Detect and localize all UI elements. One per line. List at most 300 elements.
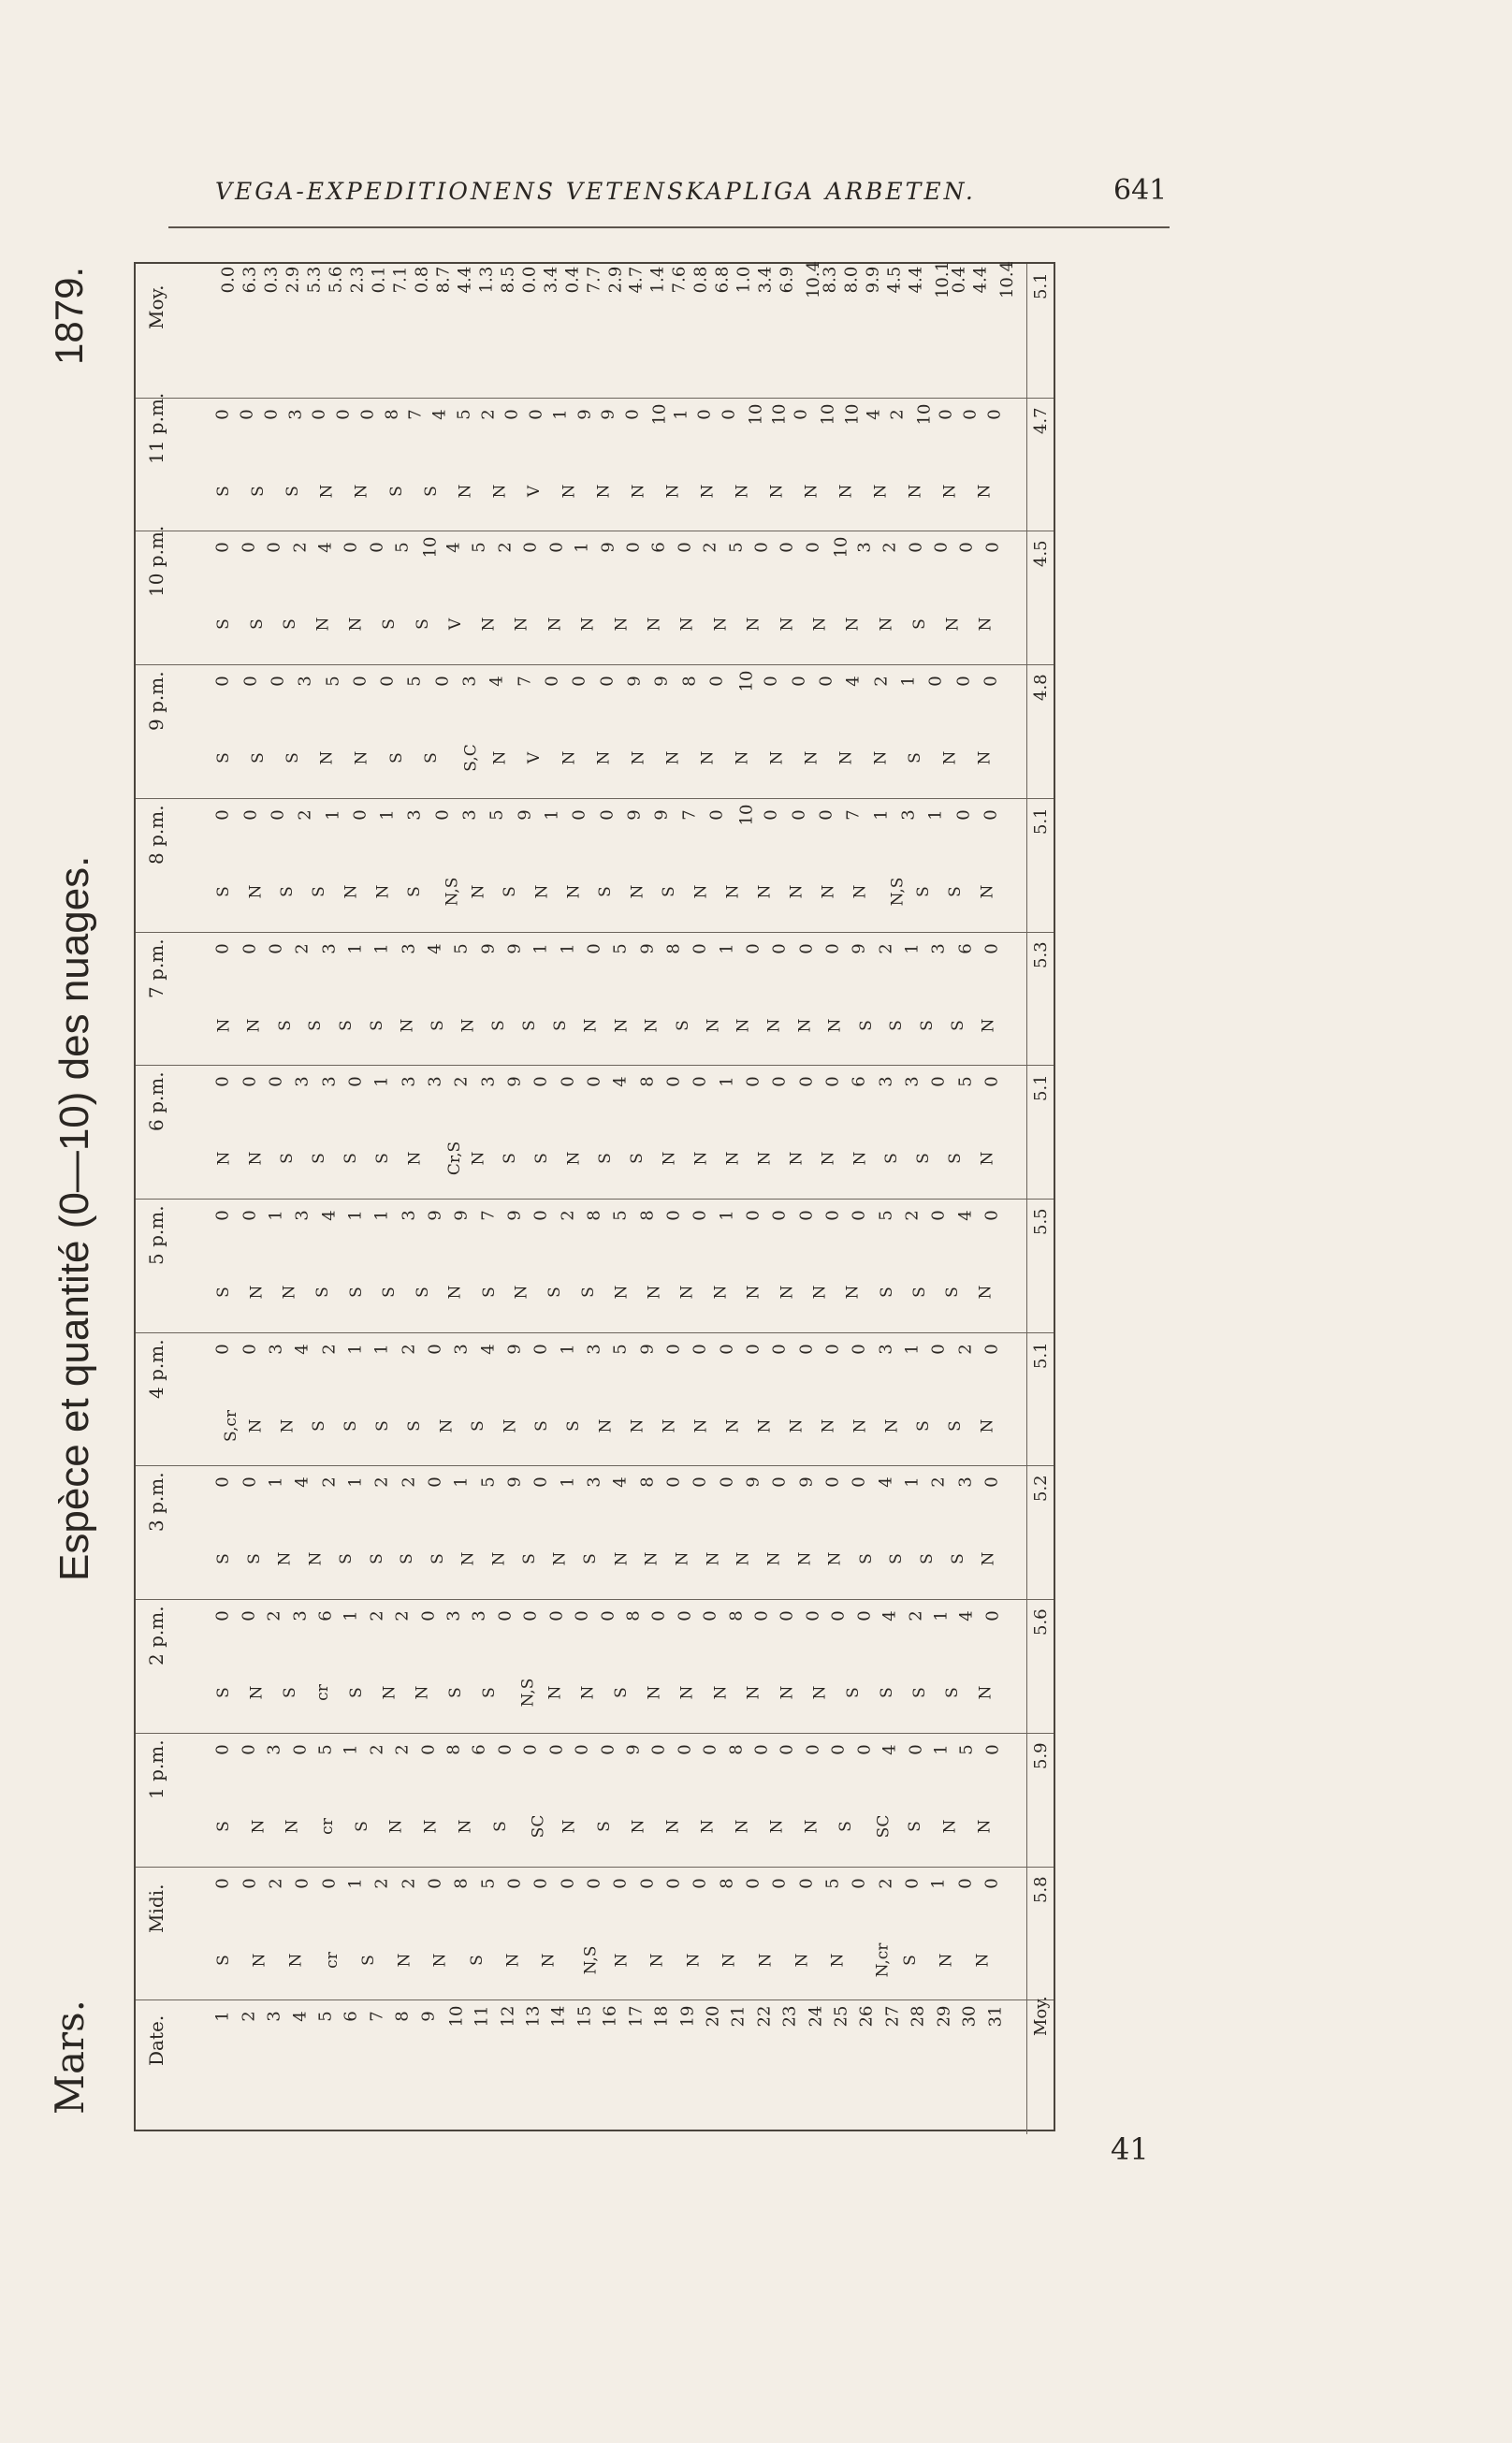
cell-value: 9: [849, 942, 869, 954]
cell-type: N: [819, 1151, 837, 1166]
cell-type: S: [445, 1687, 465, 1698]
cell-type: N: [395, 1953, 414, 1967]
cell-value: 8.0: [841, 266, 862, 294]
cell-type: N: [843, 617, 863, 632]
cell-type: N: [819, 1418, 837, 1433]
cell-value: 6: [955, 942, 976, 954]
cell-type: N: [733, 1819, 752, 1834]
cell-value: 6.3: [240, 266, 260, 294]
cell-value: 3: [584, 1476, 604, 1489]
cell-value: 0: [928, 1343, 949, 1355]
cell-type: N: [978, 1418, 996, 1433]
cell-value: 0.4: [949, 266, 969, 294]
cell-value: 0: [663, 1476, 684, 1489]
cell-type: S: [628, 1153, 647, 1165]
cell-value: 0: [584, 942, 604, 954]
cell-type: N: [711, 1685, 731, 1700]
cell-type: N: [764, 1551, 784, 1566]
cell-value: 1: [342, 1610, 362, 1621]
cell-value: 0: [719, 408, 739, 420]
cell-type: S: [280, 618, 299, 631]
cell-value: 3.4: [755, 266, 776, 294]
cell-type: N: [691, 1418, 710, 1433]
cell-value: 0: [928, 1210, 949, 1221]
cell-value: 9: [651, 809, 672, 821]
cell-type: N: [778, 1685, 797, 1700]
cell-value: 0: [266, 942, 286, 954]
cell-value: 0: [928, 1076, 949, 1088]
cell-value: 10: [746, 403, 766, 426]
cell-value: 0: [706, 676, 727, 687]
cell-value: 2: [371, 1877, 392, 1889]
cell-value: 0: [849, 1343, 869, 1355]
cell-value: 0: [690, 1343, 710, 1355]
cell-value: 1: [558, 942, 578, 954]
cell-value: 2: [871, 676, 892, 687]
cell-value: 7: [844, 809, 865, 821]
cell-value: 0: [675, 1610, 695, 1621]
cell-value: 8: [717, 1877, 737, 1889]
cell-value: 0: [849, 1210, 869, 1221]
cell-type: N: [317, 484, 337, 499]
cell-type: N: [612, 1285, 631, 1300]
cell-value: 1: [377, 809, 398, 821]
cell-type: S: [214, 886, 233, 897]
cell-value: 7.7: [583, 266, 603, 294]
cell-type: Cr,S: [445, 1142, 465, 1176]
cell-type: S: [283, 752, 302, 763]
cell-value: 9: [515, 809, 535, 821]
cell-type: N: [214, 1018, 233, 1032]
cell-value: 0: [751, 1610, 772, 1621]
cell-type: N: [975, 750, 995, 765]
cell-value: 0.1: [369, 266, 389, 294]
cell-type: S: [367, 1019, 386, 1031]
cell-value: 0: [822, 1210, 843, 1221]
cell-value: 4: [290, 2011, 311, 2023]
column-average: 5.1: [1026, 264, 1054, 398]
cell-value: 7: [478, 1210, 499, 1221]
cell-type: S: [373, 1153, 392, 1165]
cell-value: 0: [240, 1877, 260, 1889]
cell-value: 1: [531, 942, 551, 954]
cell-value: 1: [931, 1744, 952, 1755]
cell-value: 4: [880, 1610, 900, 1621]
cell-value: 1: [898, 676, 919, 687]
cell-type: N: [756, 1953, 776, 1967]
table-column: [136, 1332, 1054, 1467]
cell-type: V: [525, 752, 545, 764]
cell-type: N: [456, 484, 475, 499]
cell-type: N: [677, 1285, 697, 1300]
cell-value: 24: [806, 2005, 826, 2028]
cell-value: 6.9: [777, 266, 797, 294]
cell-value: 0: [237, 408, 257, 420]
cell-value: 8.3: [820, 266, 840, 294]
cell-value: 0: [803, 1744, 823, 1755]
cell-type: N: [755, 1151, 774, 1166]
cell-value: 0: [572, 1610, 592, 1621]
cell-value: 0: [796, 1210, 817, 1221]
cell-type: N: [413, 1685, 432, 1700]
cell-type: S: [948, 1019, 967, 1031]
cell-value: 0: [350, 809, 371, 821]
cell-value: 0: [982, 1610, 1003, 1621]
cell-type: S: [882, 1153, 901, 1165]
column-values: [212, 2005, 1029, 2134]
cell-value: 3: [876, 1343, 896, 1355]
cell-type: S: [564, 1419, 583, 1432]
cell-type: S: [581, 1553, 601, 1565]
cell-value: 0: [743, 942, 763, 954]
cell-value: 1: [542, 809, 562, 821]
cell-value: 3.4: [540, 266, 560, 294]
cell-type: N: [733, 750, 752, 765]
cell-value: 29: [934, 2005, 954, 2028]
cell-value: 2: [558, 1210, 578, 1221]
cell-value: 0: [706, 809, 727, 821]
cell-value: 1: [671, 408, 691, 420]
cell-type: N: [787, 1418, 806, 1433]
cell-type: N: [698, 750, 718, 765]
column-label: Date.: [145, 2015, 167, 2067]
cell-type: S: [489, 1019, 509, 1031]
cell-type: N: [733, 484, 752, 499]
cell-value: 0: [981, 676, 1001, 687]
cell-value: 0: [953, 676, 974, 687]
footer-number: 41: [1111, 2131, 1149, 2167]
cell-type: cr: [317, 1818, 337, 1835]
cell-value: 9: [504, 942, 525, 954]
cell-value: 31: [985, 2005, 1006, 2028]
cell-value: 2.9: [604, 266, 625, 294]
cell-value: 0: [769, 1877, 790, 1889]
column-values: [212, 1341, 1029, 1467]
cell-value: 8: [451, 1877, 472, 1889]
column-values: [215, 260, 1029, 398]
cell-value: 1: [323, 809, 343, 821]
cell-value: 8: [726, 1610, 747, 1621]
cell-value: 5: [454, 408, 474, 420]
cell-type: N: [976, 1285, 996, 1300]
column-label: 2 p.m.: [145, 1606, 167, 1666]
cell-value: 3: [425, 1076, 445, 1088]
cell-value: 0: [803, 542, 823, 554]
cell-type: N: [380, 1685, 400, 1700]
cell-value: 0: [502, 408, 523, 420]
cell-type: N: [386, 1819, 406, 1834]
cell-value: 0: [663, 1076, 684, 1088]
cell-value: 9: [637, 942, 658, 954]
cell-type: N: [979, 1018, 998, 1032]
column-label: 4 p.m.: [145, 1339, 167, 1399]
cell-value: 0: [319, 1877, 340, 1889]
cell-value: 1: [371, 1210, 392, 1221]
cell-value: 0: [558, 1877, 578, 1889]
table-column: [136, 932, 1054, 1067]
cell-value: 0: [531, 1210, 551, 1221]
cell-value: 2.3: [347, 266, 368, 294]
cell-value: 0: [377, 676, 398, 687]
cell-type: N: [629, 1819, 648, 1834]
cell-value: 0: [829, 1610, 850, 1621]
cell-type: S: [906, 1821, 925, 1832]
cell-type: S: [336, 1553, 356, 1565]
cell-type: N: [628, 884, 647, 899]
cell-value: 1: [371, 1076, 392, 1088]
cell-value: 0: [212, 1210, 233, 1221]
cell-value: 1: [558, 1343, 578, 1355]
column-values: [212, 536, 1029, 665]
cell-value: 2: [888, 408, 909, 420]
cell-value: 0: [345, 1076, 366, 1088]
cell-type: S: [946, 886, 965, 897]
cell-type: N: [489, 1551, 509, 1566]
cell-value: 0: [558, 1076, 578, 1088]
cell-type: N: [479, 617, 499, 632]
cell-type: N: [469, 884, 487, 899]
cell-value: 0: [425, 1476, 445, 1489]
table-column: [136, 392, 1054, 532]
cell-type: S: [519, 1553, 539, 1565]
cell-type: S: [346, 1687, 366, 1698]
cell-value: 0: [981, 1210, 1002, 1221]
cell-type: N: [744, 617, 763, 632]
cell-type: N: [346, 617, 366, 632]
cell-value: 0.8: [412, 266, 432, 294]
cell-value: 0: [960, 408, 981, 420]
cell-value: 2: [906, 1610, 926, 1621]
cell-value: 4: [844, 676, 865, 687]
cell-type: S: [519, 1019, 539, 1031]
cell-type: S: [594, 1821, 614, 1832]
cell-type: S: [367, 1553, 386, 1565]
cell-type: N: [628, 1418, 647, 1433]
cell-value: 3: [295, 676, 315, 687]
cell-type: N: [825, 1018, 845, 1032]
column-average: 5.8: [1026, 1868, 1054, 2001]
cell-value: 0: [531, 1076, 551, 1088]
cell-type: N: [723, 1418, 742, 1433]
cell-value: 1: [345, 942, 366, 954]
cell-value: 10.1: [933, 260, 953, 299]
cell-type: S: [283, 485, 302, 497]
cell-type: S: [380, 618, 400, 631]
cell-type: S: [278, 886, 297, 897]
cell-type: N: [280, 1285, 299, 1300]
cell-type: N: [278, 1418, 297, 1433]
cell-value: 4.5: [884, 266, 905, 294]
cell-type: S: [877, 1287, 896, 1298]
cell-value: 0: [743, 1210, 763, 1221]
cell-value: 5: [726, 542, 747, 554]
cell-value: 4.4: [906, 266, 926, 294]
cell-value: 0: [598, 1744, 618, 1755]
cell-type: N: [469, 1151, 487, 1166]
cell-type: N: [723, 884, 742, 899]
cell-value: 5: [487, 809, 508, 821]
column-values: [212, 1607, 1029, 1734]
cell-value: 0.4: [561, 266, 582, 294]
cell-value: 0: [495, 1744, 516, 1755]
cell-value: 13: [523, 2005, 544, 2028]
column-values: [212, 670, 1029, 799]
cell-value: 7.1: [390, 266, 411, 294]
cell-value: 0: [822, 942, 843, 954]
cell-value: 0: [357, 408, 378, 420]
cell-value: 9: [624, 809, 645, 821]
cell-value: 0: [597, 809, 618, 821]
cell-type: S: [906, 752, 925, 763]
cell-value: 0: [663, 1210, 684, 1221]
cloud-table: [134, 262, 1055, 2131]
cell-value: 8.5: [497, 266, 517, 294]
cell-value: 4: [487, 676, 508, 687]
cell-type: N: [937, 1953, 956, 1967]
cell-value: 2.9: [283, 266, 303, 294]
cell-value: 2: [876, 1877, 896, 1889]
cell-type: N: [778, 617, 797, 632]
cell-value: 0: [769, 942, 790, 954]
cell-type: N: [698, 484, 718, 499]
cell-value: 0: [769, 1343, 790, 1355]
cell-value: 19: [677, 2005, 697, 2028]
cell-value: 2: [392, 1744, 413, 1755]
cell-type: N: [778, 1285, 797, 1300]
cell-value: 0: [367, 542, 387, 554]
column-average: 4.7: [1026, 399, 1054, 532]
cell-type: N: [906, 484, 925, 499]
cell-value: 3: [264, 2011, 284, 2023]
cell-value: 2: [700, 542, 720, 554]
cell-value: 12: [498, 2005, 518, 2028]
cell-type: N: [612, 617, 631, 632]
cell-value: 0: [290, 1744, 311, 1755]
cell-type: N: [711, 1285, 731, 1300]
cell-type: S: [673, 1019, 692, 1031]
cell-type: N: [704, 1018, 723, 1032]
cell-value: 0: [796, 1076, 817, 1088]
cell-value: 0: [906, 542, 926, 554]
cell-value: 2: [399, 1476, 419, 1489]
cell-value: 0: [212, 542, 233, 554]
cell-value: 0: [778, 1610, 798, 1621]
cell-value: 10.4: [804, 260, 824, 299]
cell-value: 2: [319, 1343, 340, 1355]
cell-value: 0: [521, 1610, 542, 1621]
cell-type: N: [612, 1551, 631, 1566]
cell-value: 0: [546, 1610, 567, 1621]
cell-type: S: [501, 886, 519, 897]
cell-value: 0: [663, 1877, 684, 1889]
cell-type: N: [979, 1551, 998, 1566]
cell-value: 9: [451, 1210, 472, 1221]
cell-type: S: [469, 1419, 487, 1432]
cell-type: N: [532, 884, 551, 899]
cell-value: 0: [849, 1476, 869, 1489]
cell-type: N: [594, 484, 614, 499]
column-label: Moy.: [145, 284, 167, 329]
cell-type: S: [310, 1419, 328, 1432]
cell-type: N: [802, 1819, 821, 1834]
cell-value: 15: [574, 2005, 595, 2028]
cell-type: S: [943, 1687, 963, 1698]
cell-value: 0: [240, 942, 260, 954]
cell-type: N: [704, 1551, 723, 1566]
cell-type: N: [836, 484, 856, 499]
cell-value: 20: [703, 2005, 723, 2028]
cell-value: 0: [789, 809, 809, 821]
cell-value: 0: [432, 809, 453, 821]
cell-value: 0: [936, 408, 956, 420]
cell-type: N: [940, 1819, 960, 1834]
cell-type: N: [976, 1685, 996, 1700]
cell-value: 9: [574, 408, 595, 420]
cell-value: 4: [425, 942, 445, 954]
cell-type: S: [386, 752, 406, 763]
cell-value: 2: [319, 1476, 340, 1489]
cell-value: 0: [926, 676, 947, 687]
cell-type: S: [836, 1821, 856, 1832]
cell-value: 0: [743, 1877, 763, 1889]
cell-type: N,S: [518, 1678, 538, 1708]
cell-value: 0: [310, 408, 330, 420]
cell-value: 4: [880, 1744, 900, 1755]
cell-type: S: [398, 1553, 417, 1565]
cell-type: N: [244, 1018, 264, 1032]
cell-value: 6: [849, 1076, 869, 1088]
cell-value: 5: [478, 1877, 499, 1889]
cell-type: S: [914, 1153, 933, 1165]
cell-type: N: [673, 1551, 692, 1566]
cell-value: 5.6: [326, 266, 346, 294]
cell-value: 8: [637, 1476, 658, 1489]
cell-value: 3: [285, 408, 306, 420]
cell-type: S: [278, 1153, 297, 1165]
cell-type: N: [871, 750, 891, 765]
cell-type: N: [596, 1418, 615, 1433]
cell-type: N: [677, 617, 697, 632]
cell-value: 3: [459, 809, 480, 821]
cell-value: 26: [856, 2005, 877, 2028]
cell-value: 0: [610, 1877, 631, 1889]
cell-value: 14: [548, 2005, 569, 2028]
column-label: 3 p.m.: [145, 1472, 167, 1533]
cell-value: 23: [779, 2005, 800, 2028]
cell-value: 0: [695, 408, 716, 420]
cell-value: 0: [333, 408, 354, 420]
cell-type: N: [792, 1953, 812, 1967]
cell-value: 0: [690, 1476, 710, 1489]
cell-type: N: [642, 1551, 662, 1566]
cell-type: S: [336, 1019, 356, 1031]
cell-value: 3: [399, 1076, 419, 1088]
cell-value: 2: [876, 942, 896, 954]
cell-value: 0: [717, 1476, 737, 1489]
cell-value: 17: [626, 2005, 647, 2028]
cell-value: 1: [212, 2011, 233, 2023]
cell-type: S: [612, 1687, 631, 1698]
cell-value: 0: [982, 542, 1003, 554]
cell-value: 0: [700, 1610, 720, 1621]
cell-value: 11: [472, 2005, 492, 2028]
cell-type: N: [663, 750, 683, 765]
cell-type: S: [479, 1687, 499, 1698]
cell-type: S: [428, 1019, 447, 1031]
column-values: [212, 1875, 1029, 2001]
cell-type: S,C: [461, 744, 481, 772]
cell-value: 10: [649, 403, 670, 426]
